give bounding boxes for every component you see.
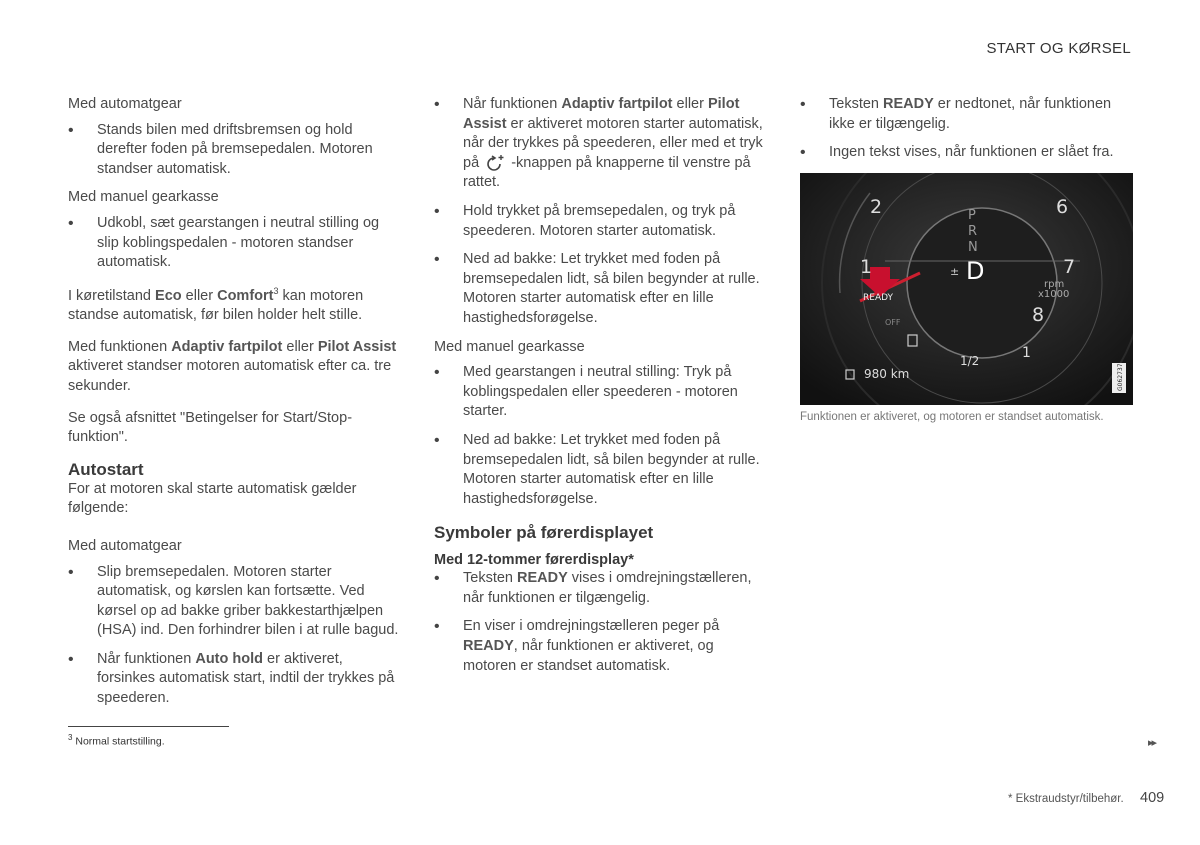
rpm-label: rpm xyxy=(1044,278,1065,290)
tachometer-illustration xyxy=(800,173,1133,405)
list-item: • En viser i omdrejningstælleren peger på READY, når funktionen er aktiveret, og motoren er standset automatisk. xyxy=(434,617,769,676)
gauge-number: 1/2 xyxy=(960,353,980,368)
display-heading: Med 12-tommer førerdisplay* xyxy=(434,552,634,569)
list-item: • Når funktionen Auto hold er aktiveret, forsinkes automatisk start, indtil der trykkes på speederen. xyxy=(68,650,403,709)
autostart-heading: Autostart xyxy=(68,459,144,479)
column-2 xyxy=(434,95,769,685)
list-item: • Udkobl, sæt gearstangen i neutral stilling og slip koblingspedalen - motoren standser automatisk. xyxy=(68,214,403,273)
auto-gear-label-2: Med automatgear xyxy=(68,537,182,554)
list-item: • Teksten READY vises i omdrejningstælleren, når funktionen er tilgængelig. xyxy=(434,569,769,608)
list-item: • Teksten READY er nedtonet, når funktionen ikke er tilgængelig. xyxy=(800,95,1135,134)
gear-letter: P xyxy=(968,207,976,223)
gauge-number: 1 xyxy=(1022,344,1031,361)
rpm-unit: x1000 xyxy=(1038,288,1070,300)
list-item: • Stands bilen med driftsbremsen og hold derefter foden på bremsepedalen. Motoren standser automatisk. xyxy=(68,121,403,180)
eco-comfort-paragraph: I køretilstand Eco eller Comfort$^3$ kan motoren standse automatisk, før bilen holder helt stille. xyxy=(68,285,364,324)
figure-ref-code: G062737 xyxy=(1117,363,1124,391)
gauge-number: 1 xyxy=(860,255,873,278)
symbols-heading: Symboler på førerdisplayet xyxy=(434,523,654,543)
list-item: • Ned ad bakke: Let trykket med foden på bremsepedalen lidt, så bilen begynder at rulle. Motoren starter automatisk efter en lille hastighedsforøgelse. xyxy=(434,250,769,328)
list-item: • Når funktionen Adaptiv fartpilot eller Pilot Assist er aktiveret motoren starter automatisk, når der trykkes på speederen, eller med et tryk på -knappen på knapperne til venstre på rattet. xyxy=(434,95,769,193)
driver-display-image xyxy=(800,173,1133,405)
autostart-intro: For at motoren skal starte automatisk gælder følgende: xyxy=(68,480,357,517)
list-item: • Ingen tekst vises, når funktionen er slået fra. xyxy=(800,143,1135,163)
list-item: • Hold trykket på bremsepedalen, og tryk på speederen. Motoren starter automatisk. xyxy=(434,202,769,241)
section-title: START OG KØRSEL xyxy=(986,40,1131,57)
range-readout: 980 km xyxy=(864,366,910,381)
next-page-arrows-icon: ▸▸ xyxy=(1148,737,1156,749)
off-label: OFF xyxy=(885,317,901,327)
start-stop-icon xyxy=(485,154,505,172)
gauge-number: 8 xyxy=(1032,303,1045,326)
footnote: $^3$ Normal startstilling. xyxy=(68,733,165,748)
footnote-divider xyxy=(68,726,229,727)
gear-letter: R xyxy=(968,223,978,239)
page-number: 409 xyxy=(1140,790,1165,806)
gear-current: D xyxy=(966,256,985,285)
footer-note: * Ekstraudstyr/tilbehør. xyxy=(1008,793,1124,805)
list-item: • Ned ad bakke: Let trykket med foden på bremsepedalen lidt, så bilen begynder at rulle. Motoren starter automatisk efter en lille hastighedsforøgelse. xyxy=(434,431,769,509)
ready-label: READY xyxy=(863,292,894,303)
column-3 xyxy=(800,95,1135,425)
list-item: • Med gearstangen i neutral stilling: Tryk på koblingspedalen eller speederen - motoren starter. xyxy=(434,363,769,422)
footnote-ref: 3 xyxy=(273,285,279,296)
gauge-number: 2 xyxy=(870,195,883,218)
auto-gear-label: Med automatgear xyxy=(68,96,182,112)
figure-caption: Funktionen er aktiveret, og motoren er standset automatisk. xyxy=(800,410,1104,423)
see-also-paragraph: Se også afsnittet "Betingelser for Start/Stop-funktion". xyxy=(68,409,353,446)
gauge-number: 6 xyxy=(1056,195,1069,218)
gear-prefix: ± xyxy=(950,264,960,278)
manual-gear-label: Med manuel gearkasse xyxy=(434,338,585,355)
column-1 xyxy=(68,95,403,718)
gear-letter: N xyxy=(968,239,978,255)
gauge-number: 7 xyxy=(1063,255,1076,278)
list-item: • Slip bremsepedalen. Motoren starter automatisk, og kørslen kan fortsætte. Ved kørsel op ad bakke griber bakkestarthjælpen (HSA) ind. Den forhindrer bilen i at rulle bagud. xyxy=(68,563,403,641)
acc-paragraph: Med funktionen Adaptiv fartpilot eller Pilot Assist aktiveret standser motoren automatisk efter ca. tre sekunder. xyxy=(68,338,397,394)
manual-gear-label: Med manuel gearkasse xyxy=(68,189,219,206)
